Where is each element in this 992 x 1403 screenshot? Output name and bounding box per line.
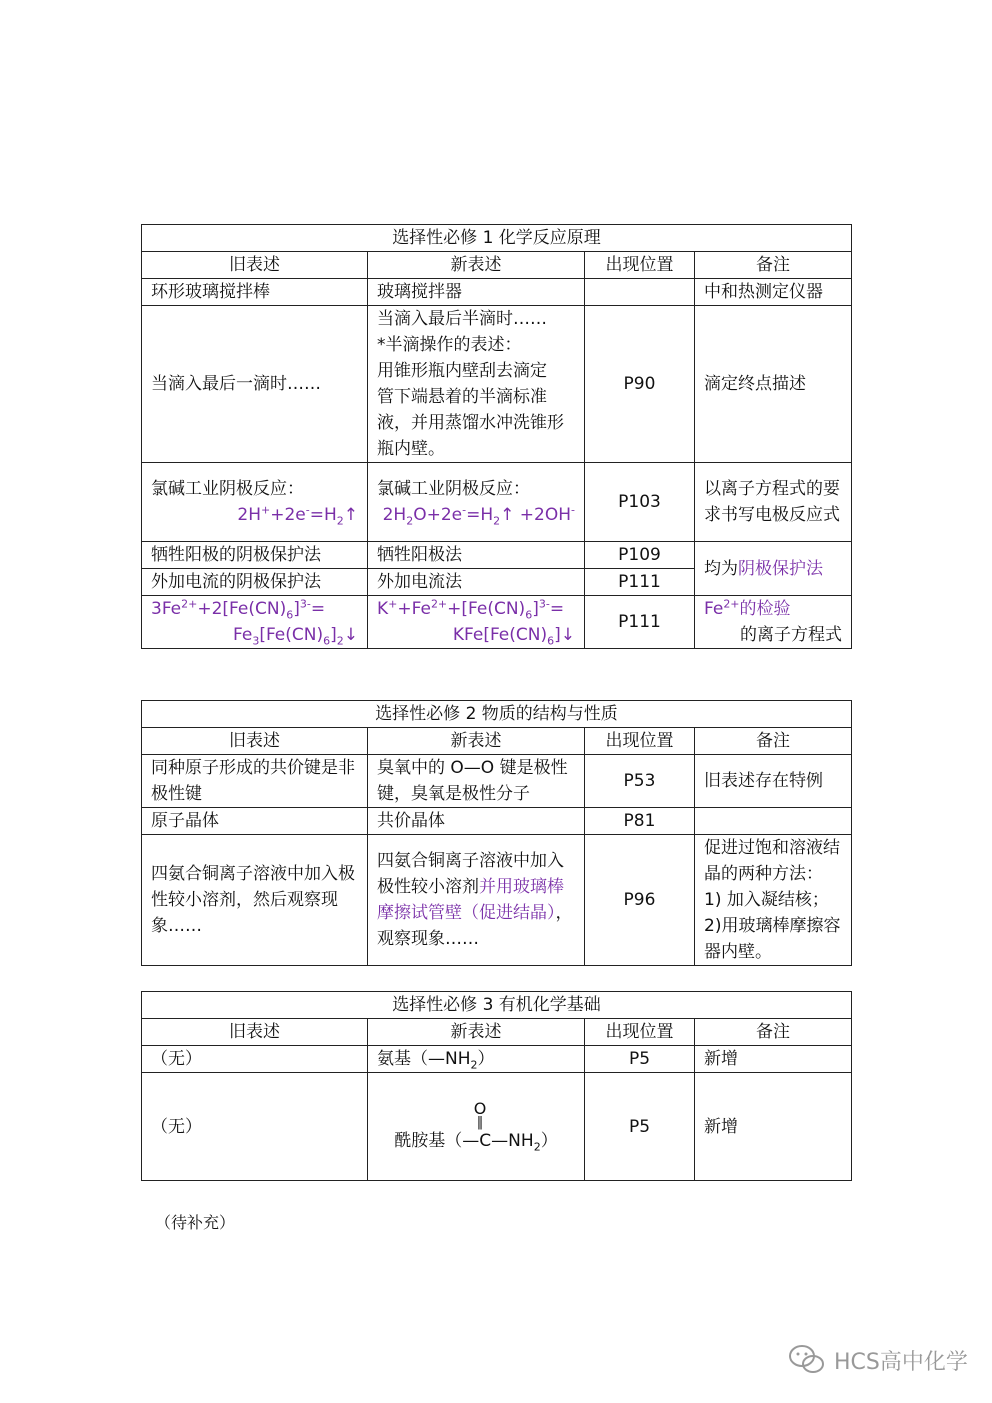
wechat-icon: [788, 1344, 826, 1376]
table-title: 选择性必修 2 物质的结构与性质: [142, 701, 852, 728]
equation-line: $KFe[Fe(CN)_6]↓$: [452, 625, 575, 648]
table-row: [142, 755, 852, 808]
cell-new: [368, 463, 585, 542]
cell-note: [695, 835, 852, 966]
header-note: 备注: [695, 728, 852, 755]
cell-old: 四氨合铜离子溶液中加入极性较小溶剂，然后观察现象……: [142, 835, 368, 966]
cell-new: 氨基$(—NH_2)$: [368, 1046, 585, 1073]
text-line: 液，并用蒸馏水冲洗锥形: [377, 413, 564, 433]
cell-new: 玻璃搅拌器: [368, 279, 585, 306]
table-row: [142, 463, 852, 542]
table-title: 选择性必修 1 化学反应原理: [142, 225, 852, 252]
header-note: 备注: [695, 1019, 852, 1046]
cell-position: P111: [585, 569, 695, 596]
header-note: 备注: [695, 252, 852, 279]
header-old: 旧表述: [142, 252, 368, 279]
cell-old: （无）: [142, 1046, 368, 1073]
cell-position: P109: [585, 542, 695, 569]
table-row: [142, 808, 852, 835]
equation: $2H^++2e^-=H_2↑$: [237, 503, 358, 528]
watermark: [788, 1344, 968, 1376]
cell-new: 牺牲阳极法: [368, 542, 585, 569]
table-organic-chemistry: [141, 991, 852, 1181]
cell-position: P103: [585, 463, 695, 542]
header-new: 新表述: [368, 1019, 585, 1046]
oxygen-label: O: [473, 1098, 487, 1118]
table-chemical-reaction-principles: [141, 224, 852, 649]
header-old: 旧表述: [142, 1019, 368, 1046]
table-row: [142, 1046, 852, 1073]
note-line: 促进过饱和溶液结晶的两种方法：: [704, 838, 840, 884]
cell-note: 旧表述存在特例: [695, 755, 852, 808]
header-old: 旧表述: [142, 728, 368, 755]
cell-new: 臭氧中的 O—O 键是极性键，臭氧是极性分子: [368, 755, 585, 808]
cell-new: 四氨合铜离子溶液中加入极性较小溶剂并用玻璃棒摩擦试管壁（促进结晶），观察现象……: [368, 835, 585, 966]
cell-position: P81: [585, 808, 695, 835]
cell-old: 同种原子形成的共价键是非极性键: [142, 755, 368, 808]
equation: $2H_2O+2e^-=H_2↑ +2OH^-$: [382, 503, 575, 528]
header-position: 出现位置: [585, 728, 695, 755]
equation-line: $Fe_3[Fe(CN)_6]_2↓$: [233, 625, 358, 648]
text-line: *半滴操作的表述：: [377, 335, 522, 355]
table-row: [142, 306, 852, 463]
note-line: 的离子方程式: [740, 625, 842, 645]
cell-old: [142, 596, 368, 649]
note-line: $Fe^{2+}$的检验: [704, 597, 791, 619]
cell-old: （无）: [142, 1073, 368, 1181]
footer-note: （待补充）: [155, 1213, 236, 1232]
text-line: 用锥形瓶内壁刮去滴定: [377, 361, 547, 381]
text-line: 管下端悬着的半滴标准: [377, 387, 547, 407]
cell-position: P5: [585, 1046, 695, 1073]
table-row: [142, 542, 852, 569]
header-position: 出现位置: [585, 1019, 695, 1046]
cell-old: 原子晶体: [142, 808, 368, 835]
cell-note: [695, 808, 852, 835]
cell-new: [368, 596, 585, 649]
cell-old: 外加电流的阴极保护法: [142, 569, 368, 596]
cell-position: P5: [585, 1073, 695, 1181]
cell-label: 氯碱工业阴极反应：: [377, 479, 530, 499]
cell-label: 氯碱工业阴极反应：: [151, 479, 304, 499]
table-title: 选择性必修 3 有机化学基础: [142, 992, 852, 1019]
cell-old: [142, 463, 368, 542]
double-bond: ‖: [476, 1114, 484, 1130]
cell-position: P90: [585, 306, 695, 463]
cell-position: P53: [585, 755, 695, 808]
header-position: 出现位置: [585, 252, 695, 279]
cell-note: 中和热测定仪器: [695, 279, 852, 306]
cell-note: 均为阴极保护法: [695, 542, 852, 596]
cell-note: 新增: [695, 1046, 852, 1073]
cell-note: 新增: [695, 1073, 852, 1181]
header-new: 新表述: [368, 252, 585, 279]
text-line: 当滴入最后半滴时……: [377, 309, 547, 329]
table-structure-and-properties: [141, 700, 852, 966]
table-row: [142, 1073, 852, 1181]
cell-position: P111: [585, 596, 695, 649]
note-line: 1) 加入凝结核；: [704, 890, 829, 910]
table-row: [142, 835, 852, 966]
cell-position: [585, 279, 695, 306]
cell-new: [368, 306, 585, 463]
equation-line: $K^++Fe^{2+}+[Fe(CN)_6]^{3-}=$: [377, 597, 565, 622]
equation-line: $3Fe^{2+}+2[Fe(CN)_6]^{3-}=$: [151, 597, 326, 622]
note-line: 2)用玻璃棒摩擦容器内壁。: [704, 916, 841, 962]
text-line: 瓶内壁。: [377, 439, 445, 459]
cell-old: 牺牲阳极的阴极保护法: [142, 542, 368, 569]
table-row: [142, 596, 852, 649]
cell-note: [695, 596, 852, 649]
cell-note: 以离子方程式的要求书写电极反应式: [695, 463, 852, 542]
table-row: [142, 279, 852, 306]
header-new: 新表述: [368, 728, 585, 755]
cell-old: 当滴入最后一滴时……: [142, 306, 368, 463]
cell-position: P96: [585, 835, 695, 966]
cell-new: 共价晶体: [368, 808, 585, 835]
watermark-text: HCS高中化学: [834, 1349, 968, 1375]
cell-old: 环形玻璃搅拌棒: [142, 279, 368, 306]
cell-note: 滴定终点描述: [695, 306, 852, 463]
amide-formula: 酰胺基$(—C—NH_2)$: [394, 1130, 558, 1153]
cell-new: [368, 1073, 585, 1181]
cell-new: 外加电流法: [368, 569, 585, 596]
amide-structure: [377, 1100, 575, 1154]
